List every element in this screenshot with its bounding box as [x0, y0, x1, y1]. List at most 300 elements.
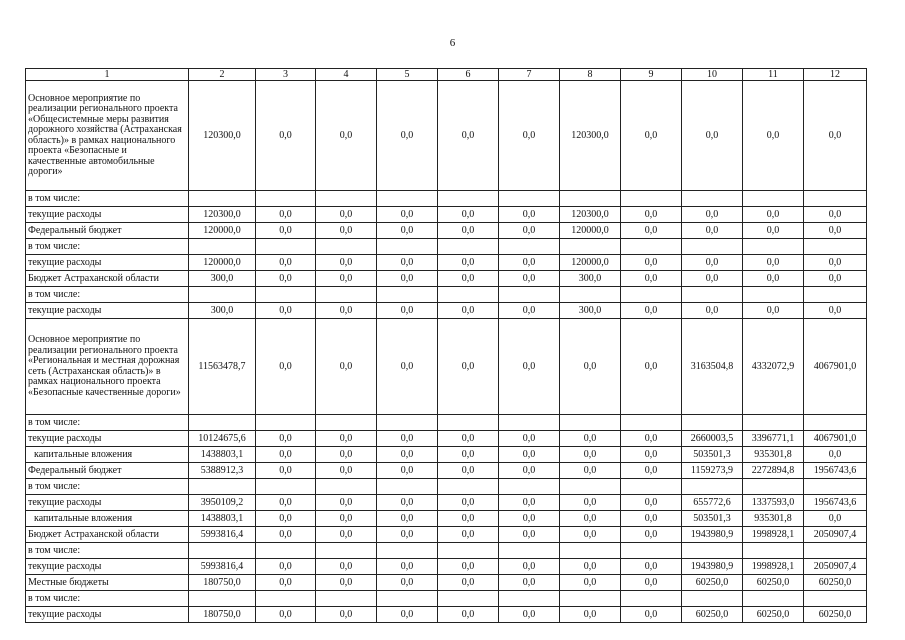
cell-value: 120000,0: [560, 255, 621, 271]
cell-value: 300,0: [560, 303, 621, 319]
cell-value: [316, 479, 377, 495]
cell-value: 0,0: [377, 495, 438, 511]
cell-value: 0,0: [316, 223, 377, 239]
cell-value: 0,0: [377, 527, 438, 543]
cell-value: 0,0: [743, 207, 804, 223]
cell-value: [377, 191, 438, 207]
table-row: [26, 287, 867, 303]
cell-value: [804, 479, 867, 495]
cell-value: 3396771,1: [743, 431, 804, 447]
column-header: 4: [316, 69, 377, 81]
cell-value: 0,0: [377, 319, 438, 415]
cell-value: [499, 543, 560, 559]
cell-value: 0,0: [377, 575, 438, 591]
cell-value: [682, 191, 743, 207]
cell-value: 0,0: [377, 255, 438, 271]
cell-value: 120300,0: [189, 207, 256, 223]
row-label: Местные бюджеты: [26, 575, 189, 591]
cell-value: [621, 191, 682, 207]
cell-value: 0,0: [256, 527, 316, 543]
cell-value: [560, 191, 621, 207]
column-header: 3: [256, 69, 316, 81]
table-row: [26, 591, 867, 607]
cell-value: 0,0: [621, 431, 682, 447]
table-row: [26, 239, 867, 255]
row-label: текущие расходы: [26, 303, 189, 319]
cell-value: 0,0: [743, 255, 804, 271]
cell-value: [560, 543, 621, 559]
cell-value: [499, 591, 560, 607]
cell-value: 1337593,0: [743, 495, 804, 511]
cell-value: [189, 543, 256, 559]
cell-value: 0,0: [621, 463, 682, 479]
cell-value: 3950109,2: [189, 495, 256, 511]
cell-value: [377, 479, 438, 495]
cell-value: [560, 479, 621, 495]
cell-value: 0,0: [621, 319, 682, 415]
cell-value: 0,0: [621, 303, 682, 319]
cell-value: 0,0: [316, 607, 377, 623]
table-row: [26, 543, 867, 559]
row-label: Бюджет Астраханской области: [26, 271, 189, 287]
row-label: текущие расходы: [26, 207, 189, 223]
cell-value: 60250,0: [804, 607, 867, 623]
cell-value: 60250,0: [682, 607, 743, 623]
cell-value: 935301,8: [743, 447, 804, 463]
cell-value: 0,0: [499, 319, 560, 415]
cell-value: [377, 415, 438, 431]
cell-value: 0,0: [804, 447, 867, 463]
cell-value: 0,0: [438, 559, 499, 575]
cell-value: 2050907,4: [804, 559, 867, 575]
cell-value: 180750,0: [189, 607, 256, 623]
cell-value: [560, 591, 621, 607]
cell-value: [499, 239, 560, 255]
cell-value: 0,0: [499, 575, 560, 591]
cell-value: 0,0: [499, 463, 560, 479]
cell-value: [804, 591, 867, 607]
cell-value: 0,0: [499, 223, 560, 239]
cell-value: 0,0: [316, 495, 377, 511]
cell-value: [256, 287, 316, 303]
cell-value: 0,0: [621, 223, 682, 239]
column-header: 10: [682, 69, 743, 81]
cell-value: [189, 415, 256, 431]
cell-value: 0,0: [560, 495, 621, 511]
cell-value: 0,0: [499, 511, 560, 527]
cell-value: 4067901,0: [804, 319, 867, 415]
row-label: текущие расходы: [26, 255, 189, 271]
cell-value: 0,0: [438, 431, 499, 447]
cell-value: 1943980,9: [682, 527, 743, 543]
row-label: Федеральный бюджет: [26, 463, 189, 479]
cell-value: 0,0: [560, 319, 621, 415]
cell-value: 0,0: [682, 223, 743, 239]
column-header: 2: [189, 69, 256, 81]
cell-value: 0,0: [438, 255, 499, 271]
cell-value: 0,0: [804, 223, 867, 239]
table-row: [26, 511, 867, 527]
cell-value: 0,0: [560, 607, 621, 623]
cell-value: [804, 415, 867, 431]
cell-value: [560, 287, 621, 303]
cell-value: [682, 287, 743, 303]
cell-value: [316, 287, 377, 303]
cell-value: 0,0: [438, 207, 499, 223]
table-row: [26, 607, 867, 623]
cell-value: [682, 591, 743, 607]
cell-value: 0,0: [256, 559, 316, 575]
cell-value: [743, 591, 804, 607]
cell-value: 1438803,1: [189, 447, 256, 463]
cell-value: [256, 543, 316, 559]
cell-value: 0,0: [499, 303, 560, 319]
cell-value: 11563478,7: [189, 319, 256, 415]
table-row: [26, 271, 867, 287]
cell-value: 0,0: [499, 607, 560, 623]
cell-value: 0,0: [438, 495, 499, 511]
cell-value: 0,0: [499, 81, 560, 191]
cell-value: [316, 543, 377, 559]
cell-value: 0,0: [377, 511, 438, 527]
row-label: капитальные вложения: [26, 447, 189, 463]
table-row: [26, 559, 867, 575]
cell-value: 0,0: [377, 463, 438, 479]
cell-value: 0,0: [377, 81, 438, 191]
table-row: [26, 495, 867, 511]
row-label: текущие расходы: [26, 607, 189, 623]
cell-value: 300,0: [189, 303, 256, 319]
cell-value: [438, 415, 499, 431]
cell-value: [743, 191, 804, 207]
page-number: 6: [449, 37, 456, 49]
cell-value: 1943980,9: [682, 559, 743, 575]
cell-value: 1956743,6: [804, 495, 867, 511]
cell-value: 0,0: [560, 575, 621, 591]
cell-value: [499, 191, 560, 207]
table-row: [26, 81, 867, 191]
cell-value: [377, 287, 438, 303]
cell-value: [189, 191, 256, 207]
cell-value: [621, 591, 682, 607]
row-label: в том числе:: [26, 543, 189, 559]
cell-value: [499, 415, 560, 431]
cell-value: 3163504,8: [682, 319, 743, 415]
cell-value: 0,0: [743, 271, 804, 287]
cell-value: 0,0: [316, 271, 377, 287]
cell-value: [682, 543, 743, 559]
cell-value: [621, 543, 682, 559]
cell-value: [499, 479, 560, 495]
cell-value: 300,0: [560, 271, 621, 287]
cell-value: 0,0: [256, 303, 316, 319]
column-header: 7: [499, 69, 560, 81]
cell-value: 120000,0: [189, 255, 256, 271]
cell-value: 120300,0: [560, 81, 621, 191]
cell-value: 0,0: [377, 559, 438, 575]
cell-value: [256, 239, 316, 255]
cell-value: 1956743,6: [804, 463, 867, 479]
cell-value: 0,0: [377, 271, 438, 287]
table-row: [26, 415, 867, 431]
cell-value: [804, 543, 867, 559]
cell-value: 0,0: [256, 447, 316, 463]
cell-value: [256, 415, 316, 431]
cell-value: [621, 415, 682, 431]
cell-value: 0,0: [377, 303, 438, 319]
cell-value: 0,0: [316, 575, 377, 591]
cell-value: 0,0: [438, 303, 499, 319]
cell-value: [804, 239, 867, 255]
cell-value: [256, 591, 316, 607]
cell-value: 0,0: [256, 575, 316, 591]
cell-value: [743, 543, 804, 559]
table-row: [26, 191, 867, 207]
cell-value: 0,0: [438, 271, 499, 287]
cell-value: [743, 287, 804, 303]
cell-value: 0,0: [804, 207, 867, 223]
cell-value: 2660003,5: [682, 431, 743, 447]
cell-value: 0,0: [316, 463, 377, 479]
table-row: [26, 319, 867, 415]
cell-value: 4067901,0: [804, 431, 867, 447]
cell-value: [438, 591, 499, 607]
cell-value: 0,0: [438, 607, 499, 623]
cell-value: 503501,3: [682, 511, 743, 527]
cell-value: 0,0: [316, 527, 377, 543]
cell-value: 0,0: [621, 81, 682, 191]
cell-value: 0,0: [438, 223, 499, 239]
cell-value: 300,0: [189, 271, 256, 287]
table-row: [26, 463, 867, 479]
cell-value: 503501,3: [682, 447, 743, 463]
cell-value: 935301,8: [743, 511, 804, 527]
cell-value: 0,0: [438, 511, 499, 527]
cell-value: 0,0: [560, 527, 621, 543]
column-header: 9: [621, 69, 682, 81]
cell-value: [621, 287, 682, 303]
cell-value: 0,0: [560, 463, 621, 479]
cell-value: 0,0: [499, 495, 560, 511]
row-label: Основное мероприятие по реализации регионального проекта «Региональная и местная дорожная сеть (Астраханская область)» в рамках национального проекта «Безопасные качественные дороги»: [26, 319, 189, 415]
table-row: [26, 527, 867, 543]
row-label: Федеральный бюджет: [26, 223, 189, 239]
cell-value: [743, 239, 804, 255]
cell-value: 0,0: [438, 447, 499, 463]
cell-value: 0,0: [438, 81, 499, 191]
cell-value: 0,0: [804, 511, 867, 527]
cell-value: 0,0: [499, 255, 560, 271]
cell-value: 0,0: [621, 271, 682, 287]
cell-value: 60250,0: [743, 607, 804, 623]
cell-value: [438, 191, 499, 207]
row-label: текущие расходы: [26, 559, 189, 575]
cell-value: 0,0: [316, 447, 377, 463]
cell-value: 0,0: [316, 255, 377, 271]
cell-value: 0,0: [621, 447, 682, 463]
cell-value: 0,0: [256, 463, 316, 479]
cell-value: 0,0: [499, 207, 560, 223]
cell-value: [682, 415, 743, 431]
cell-value: 10124675,6: [189, 431, 256, 447]
cell-value: 120000,0: [189, 223, 256, 239]
cell-value: [189, 287, 256, 303]
cell-value: 0,0: [377, 431, 438, 447]
cell-value: 0,0: [499, 527, 560, 543]
cell-value: 180750,0: [189, 575, 256, 591]
row-label: в том числе:: [26, 287, 189, 303]
cell-value: [189, 239, 256, 255]
cell-value: [804, 191, 867, 207]
cell-value: 1159273,9: [682, 463, 743, 479]
cell-value: 0,0: [499, 271, 560, 287]
cell-value: [743, 415, 804, 431]
cell-value: [189, 591, 256, 607]
cell-value: 0,0: [804, 271, 867, 287]
cell-value: 0,0: [499, 447, 560, 463]
column-header: 8: [560, 69, 621, 81]
cell-value: 0,0: [316, 431, 377, 447]
table-row: [26, 223, 867, 239]
cell-value: 0,0: [256, 607, 316, 623]
cell-value: [438, 239, 499, 255]
cell-value: 0,0: [621, 559, 682, 575]
cell-value: [189, 479, 256, 495]
cell-value: 5993816,4: [189, 527, 256, 543]
cell-value: 5993816,4: [189, 559, 256, 575]
cell-value: 0,0: [377, 447, 438, 463]
column-header: 6: [438, 69, 499, 81]
cell-value: 0,0: [256, 495, 316, 511]
cell-value: [316, 191, 377, 207]
cell-value: 0,0: [743, 81, 804, 191]
table-row: [26, 447, 867, 463]
cell-value: 0,0: [499, 559, 560, 575]
cell-value: 0,0: [316, 319, 377, 415]
cell-value: 5388912,3: [189, 463, 256, 479]
table-row: [26, 479, 867, 495]
cell-value: 0,0: [804, 255, 867, 271]
cell-value: 0,0: [438, 527, 499, 543]
cell-value: 1998928,1: [743, 527, 804, 543]
cell-value: [438, 287, 499, 303]
cell-value: 60250,0: [804, 575, 867, 591]
cell-value: 0,0: [377, 207, 438, 223]
cell-value: 4332072,9: [743, 319, 804, 415]
cell-value: [377, 543, 438, 559]
cell-value: 0,0: [804, 81, 867, 191]
cell-value: [560, 239, 621, 255]
cell-value: [438, 543, 499, 559]
cell-value: 0,0: [499, 431, 560, 447]
cell-value: [499, 287, 560, 303]
cell-value: 0,0: [316, 207, 377, 223]
row-label: текущие расходы: [26, 431, 189, 447]
cell-value: [256, 191, 316, 207]
cell-value: 0,0: [316, 511, 377, 527]
table-row: [26, 431, 867, 447]
cell-value: 0,0: [560, 559, 621, 575]
cell-value: 0,0: [438, 575, 499, 591]
cell-value: 0,0: [256, 319, 316, 415]
cell-value: 655772,6: [682, 495, 743, 511]
cell-value: 2050907,4: [804, 527, 867, 543]
header-row: [26, 69, 867, 81]
cell-value: 0,0: [256, 511, 316, 527]
cell-value: 1998928,1: [743, 559, 804, 575]
cell-value: 60250,0: [743, 575, 804, 591]
cell-value: 0,0: [621, 607, 682, 623]
row-label: Бюджет Астраханской области: [26, 527, 189, 543]
cell-value: 0,0: [621, 527, 682, 543]
cell-value: 0,0: [743, 223, 804, 239]
cell-value: 120300,0: [560, 207, 621, 223]
row-label: Основное мероприятие по реализации регионального проекта «Общесистемные меры развития дорожного хозяйства (Астраханская область)» в рамках национального проекта «Безопасные и качественные автомобильные дороги»: [26, 81, 189, 191]
cell-value: 0,0: [256, 81, 316, 191]
column-header: 12: [804, 69, 867, 81]
cell-value: 0,0: [682, 303, 743, 319]
cell-value: 0,0: [743, 303, 804, 319]
cell-value: 0,0: [256, 255, 316, 271]
table-row: [26, 303, 867, 319]
column-header: 11: [743, 69, 804, 81]
cell-value: [743, 479, 804, 495]
table-row: [26, 255, 867, 271]
cell-value: [682, 479, 743, 495]
cell-value: 0,0: [256, 271, 316, 287]
cell-value: 120000,0: [560, 223, 621, 239]
cell-value: 0,0: [621, 511, 682, 527]
row-label: капитальные вложения: [26, 511, 189, 527]
cell-value: 1438803,1: [189, 511, 256, 527]
row-label: в том числе:: [26, 239, 189, 255]
column-header: 1: [26, 69, 189, 81]
cell-value: 0,0: [256, 223, 316, 239]
cell-value: 0,0: [621, 207, 682, 223]
cell-value: 0,0: [560, 447, 621, 463]
cell-value: 0,0: [316, 81, 377, 191]
cell-value: 0,0: [560, 431, 621, 447]
cell-value: [316, 591, 377, 607]
cell-value: [316, 415, 377, 431]
cell-value: [377, 591, 438, 607]
cell-value: 0,0: [682, 81, 743, 191]
cell-value: 0,0: [621, 255, 682, 271]
cell-value: 0,0: [682, 207, 743, 223]
row-label: в том числе:: [26, 591, 189, 607]
cell-value: [377, 239, 438, 255]
cell-value: [682, 239, 743, 255]
cell-value: 0,0: [256, 207, 316, 223]
cell-value: 0,0: [316, 559, 377, 575]
column-header: 5: [377, 69, 438, 81]
cell-value: 0,0: [682, 271, 743, 287]
cell-value: 0,0: [316, 303, 377, 319]
cell-value: 120300,0: [189, 81, 256, 191]
cell-value: 0,0: [438, 463, 499, 479]
cell-value: [804, 287, 867, 303]
cell-value: [256, 479, 316, 495]
cell-value: 0,0: [560, 511, 621, 527]
cell-value: 0,0: [621, 495, 682, 511]
row-label: в том числе:: [26, 191, 189, 207]
cell-value: 60250,0: [682, 575, 743, 591]
cell-value: 0,0: [377, 223, 438, 239]
cell-value: 0,0: [621, 575, 682, 591]
cell-value: [438, 479, 499, 495]
cell-value: [560, 415, 621, 431]
row-label: в том числе:: [26, 415, 189, 431]
